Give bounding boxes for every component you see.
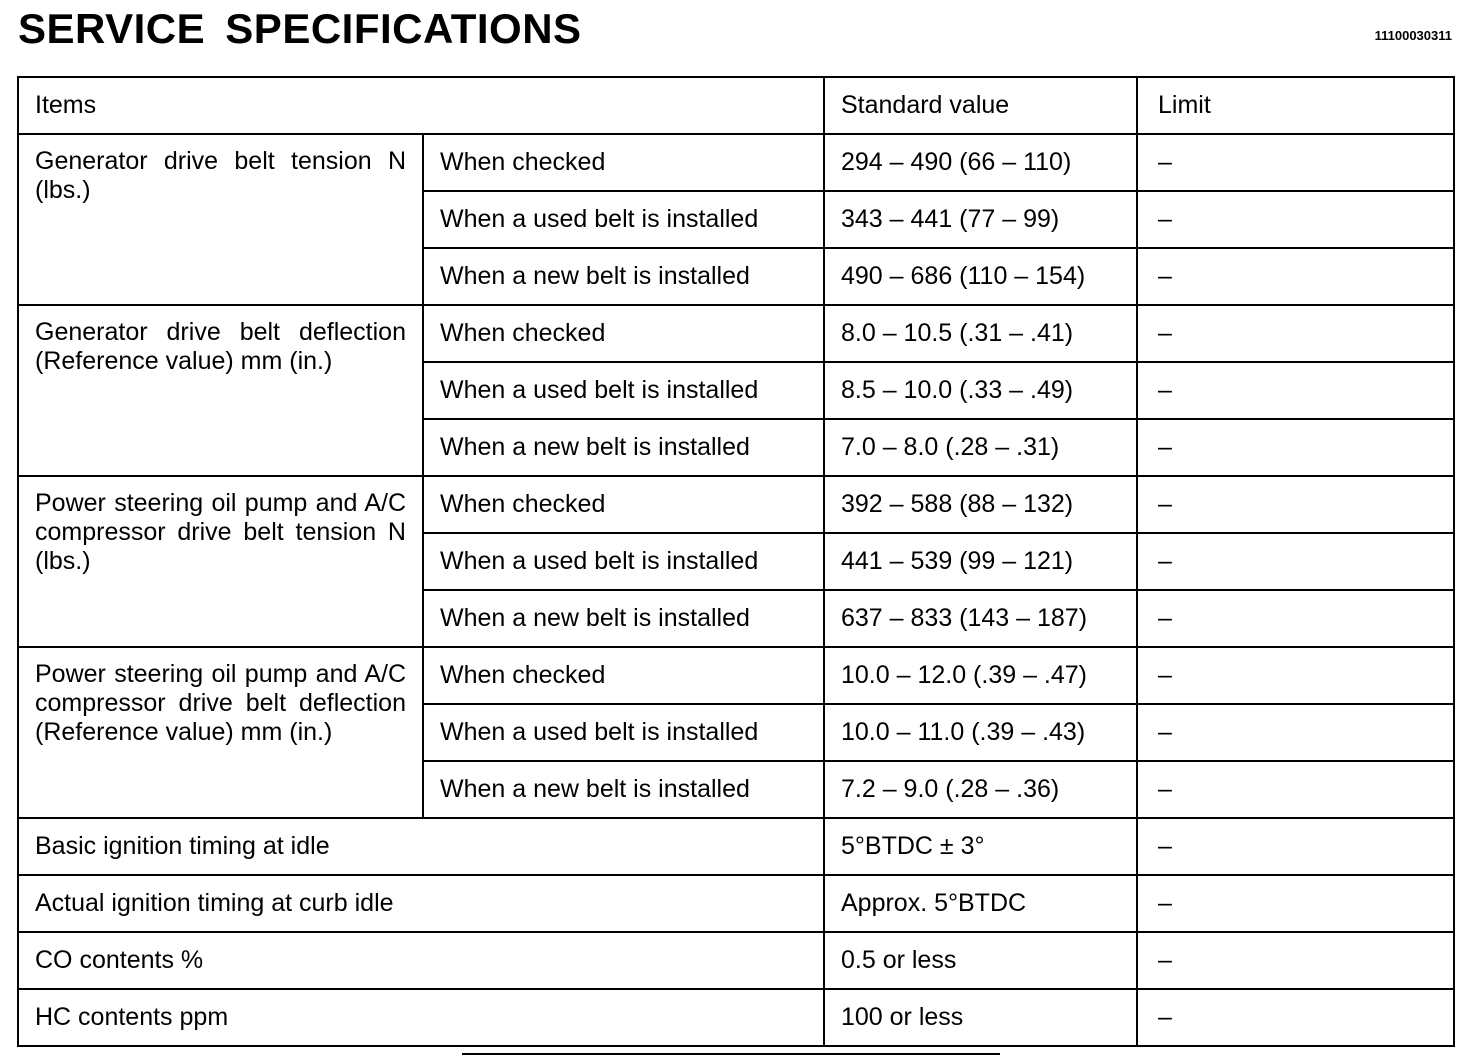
- table-row: [18, 134, 1454, 191]
- item-cell: HC contents ppm: [18, 989, 824, 1046]
- limit-cell: –: [1137, 761, 1454, 818]
- standard-value-cell: 8.0 – 10.5 (.31 – .41): [824, 305, 1137, 362]
- condition-cell: When a used belt is installed: [423, 533, 824, 590]
- limit-cell: –: [1137, 533, 1454, 590]
- limit-cell: –: [1137, 875, 1454, 932]
- limit-cell: –: [1137, 818, 1454, 875]
- item-cell: Actual ignition timing at curb idle: [18, 875, 824, 932]
- condition-cell: When checked: [423, 476, 824, 533]
- limit-cell: –: [1137, 191, 1454, 248]
- standard-value-cell: 294 – 490 (66 – 110): [824, 134, 1137, 191]
- group-label: Power steering oil pump and A/C compressor drive belt tension N (lbs.): [18, 476, 423, 647]
- condition-cell: When a new belt is installed: [423, 590, 824, 647]
- standard-value-cell: 5°BTDC ± 3°: [824, 818, 1137, 875]
- standard-value-cell: 0.5 or less: [824, 932, 1137, 989]
- header-row: [18, 77, 1454, 134]
- footer-divider: [462, 1053, 1000, 1055]
- condition-cell: When checked: [423, 305, 824, 362]
- limit-cell: –: [1137, 647, 1454, 704]
- standard-value-cell: 7.0 – 8.0 (.28 – .31): [824, 419, 1137, 476]
- table-row: [18, 305, 1454, 362]
- column-header-limit: Limit: [1137, 77, 1454, 134]
- limit-cell: –: [1137, 362, 1454, 419]
- condition-cell: When a used belt is installed: [423, 191, 824, 248]
- standard-value-cell: 637 – 833 (143 – 187): [824, 590, 1137, 647]
- limit-cell: –: [1137, 590, 1454, 647]
- condition-cell: When checked: [423, 134, 824, 191]
- condition-cell: When a new belt is installed: [423, 419, 824, 476]
- document-code: 11100030311: [1374, 28, 1452, 43]
- table-row: [18, 476, 1454, 533]
- limit-cell: –: [1137, 419, 1454, 476]
- standard-value-cell: 10.0 – 12.0 (.39 – .47): [824, 647, 1137, 704]
- table-row: [18, 932, 1454, 989]
- limit-cell: –: [1137, 305, 1454, 362]
- item-cell: Basic ignition timing at idle: [18, 818, 824, 875]
- column-header-standard-value: Standard value: [824, 77, 1137, 134]
- limit-cell: –: [1137, 989, 1454, 1046]
- specifications-table: [17, 76, 1455, 1047]
- table-row: [18, 875, 1454, 932]
- limit-cell: –: [1137, 476, 1454, 533]
- column-header-items: Items: [18, 77, 824, 134]
- standard-value-cell: 392 – 588 (88 – 132): [824, 476, 1137, 533]
- standard-value-cell: 7.2 – 9.0 (.28 – .36): [824, 761, 1137, 818]
- condition-cell: When a new belt is installed: [423, 761, 824, 818]
- limit-cell: –: [1137, 932, 1454, 989]
- standard-value-cell: 10.0 – 11.0 (.39 – .43): [824, 704, 1137, 761]
- page-title: SERVICE SPECIFICATIONS: [18, 5, 582, 52]
- standard-value-cell: 100 or less: [824, 989, 1137, 1046]
- limit-cell: –: [1137, 704, 1454, 761]
- standard-value-cell: 441 – 539 (99 – 121): [824, 533, 1137, 590]
- condition-cell: When a used belt is installed: [423, 704, 824, 761]
- table-row: [18, 989, 1454, 1046]
- table-row: [18, 647, 1454, 704]
- limit-cell: –: [1137, 134, 1454, 191]
- group-label: Generator drive belt deflection (Reference value) mm (in.): [18, 305, 423, 476]
- standard-value-cell: 8.5 – 10.0 (.33 – .49): [824, 362, 1137, 419]
- group-label: Generator drive belt tension N (lbs.): [18, 134, 423, 305]
- condition-cell: When checked: [423, 647, 824, 704]
- standard-value-cell: Approx. 5°BTDC: [824, 875, 1137, 932]
- standard-value-cell: 343 – 441 (77 – 99): [824, 191, 1137, 248]
- limit-cell: –: [1137, 248, 1454, 305]
- condition-cell: When a new belt is installed: [423, 248, 824, 305]
- standard-value-cell: 490 – 686 (110 – 154): [824, 248, 1137, 305]
- table-row: [18, 818, 1454, 875]
- condition-cell: When a used belt is installed: [423, 362, 824, 419]
- item-cell: CO contents %: [18, 932, 824, 989]
- group-label: Power steering oil pump and A/C compressor drive belt deflection (Reference value) mm (in.): [18, 647, 423, 818]
